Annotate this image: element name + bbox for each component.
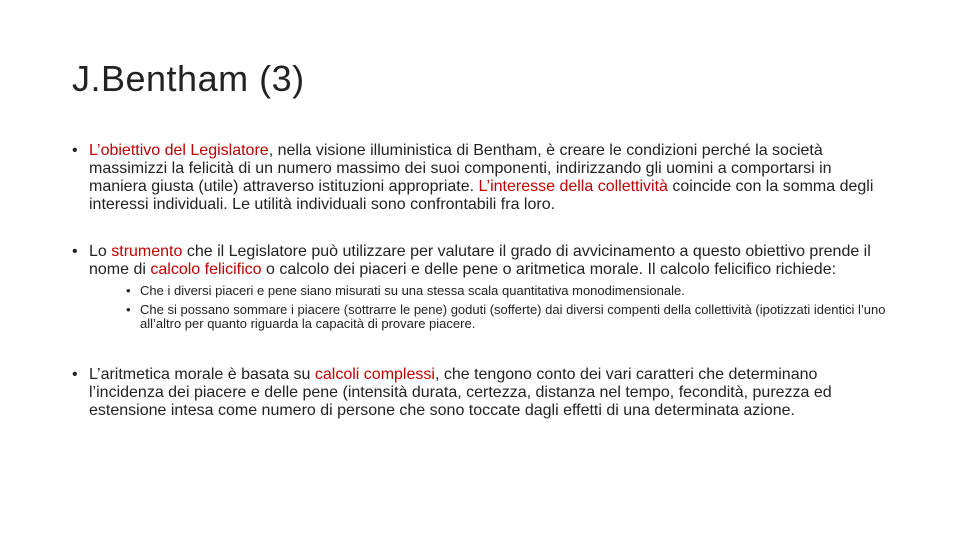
bullet-text bbox=[89, 243, 892, 279]
sub-bullet-text: Che si possano sommare i piacere (sottrarre le pene) goduti (sofferte) dai diversi compenti della collettività (ipotizzati identici l’uno all’altro per quanto riguarda la capacità di provare piacere. bbox=[140, 302, 886, 331]
text-run: coincide con la somma degli interessi individuali. Le utilità individuali sono confrontabili fra loro. bbox=[89, 178, 874, 213]
slide-body bbox=[72, 142, 892, 420]
bullet-item bbox=[72, 243, 892, 279]
bullet-dot: • bbox=[126, 283, 131, 298]
text-run: , che tengono conto dei vari caratteri che determinano l’incidenza dei piacere e delle pene (intensità durata, certezza, distanza nel tempo, fecondità, purezza ed estensione intesa come numero di persone che sono toccate dagli effetti di una determinata azione. bbox=[89, 366, 832, 419]
bullet-dot: • bbox=[126, 302, 131, 317]
text-run: , nella visione illuministica di Bentham, è creare le condizioni perché la società massimizzi la felicità di un numero massimo dei suoi componenti, indirizzando gli uomini a comportarsi in maniera giusta (utile) attraverso istituzioni appropriate. bbox=[89, 142, 832, 195]
bullet-dot: • bbox=[72, 243, 78, 260]
bullet-text bbox=[89, 366, 892, 420]
highlight-text: L’interesse della collettività bbox=[478, 178, 668, 195]
text-run: o calcolo dei piaceri e delle pene o aritmetica morale. Il calcolo felicifico richiede: bbox=[261, 261, 837, 278]
bullet-item bbox=[72, 366, 892, 420]
highlight-text: strumento bbox=[111, 243, 183, 260]
highlight-text: calcoli complessi bbox=[314, 366, 435, 383]
highlight-text: calcolo felicifico bbox=[150, 261, 262, 278]
text-run: che il Legislatore può utilizzare per valutare il grado di avvicinamento a questo obiettivo prende il nome di bbox=[89, 243, 871, 278]
bullet-dot: • bbox=[72, 142, 78, 159]
sub-bullet-text: Che i diversi piaceri e pene siano misurati su una stessa scala quantitativa monodimensionale. bbox=[140, 283, 685, 298]
sub-bullet-list bbox=[126, 284, 906, 331]
sub-bullet-item bbox=[126, 303, 906, 331]
sub-bullet-item bbox=[126, 284, 906, 298]
bullet-item bbox=[72, 142, 892, 214]
bullet-dot: • bbox=[72, 366, 78, 383]
highlight-text: L’obiettivo del Legislatore bbox=[89, 142, 269, 159]
bullet-text bbox=[89, 142, 892, 214]
slide-title: J.Bentham (3) bbox=[72, 58, 305, 99]
text-run: Lo bbox=[89, 243, 112, 260]
text-run: L’aritmetica morale è basata su bbox=[89, 366, 315, 383]
